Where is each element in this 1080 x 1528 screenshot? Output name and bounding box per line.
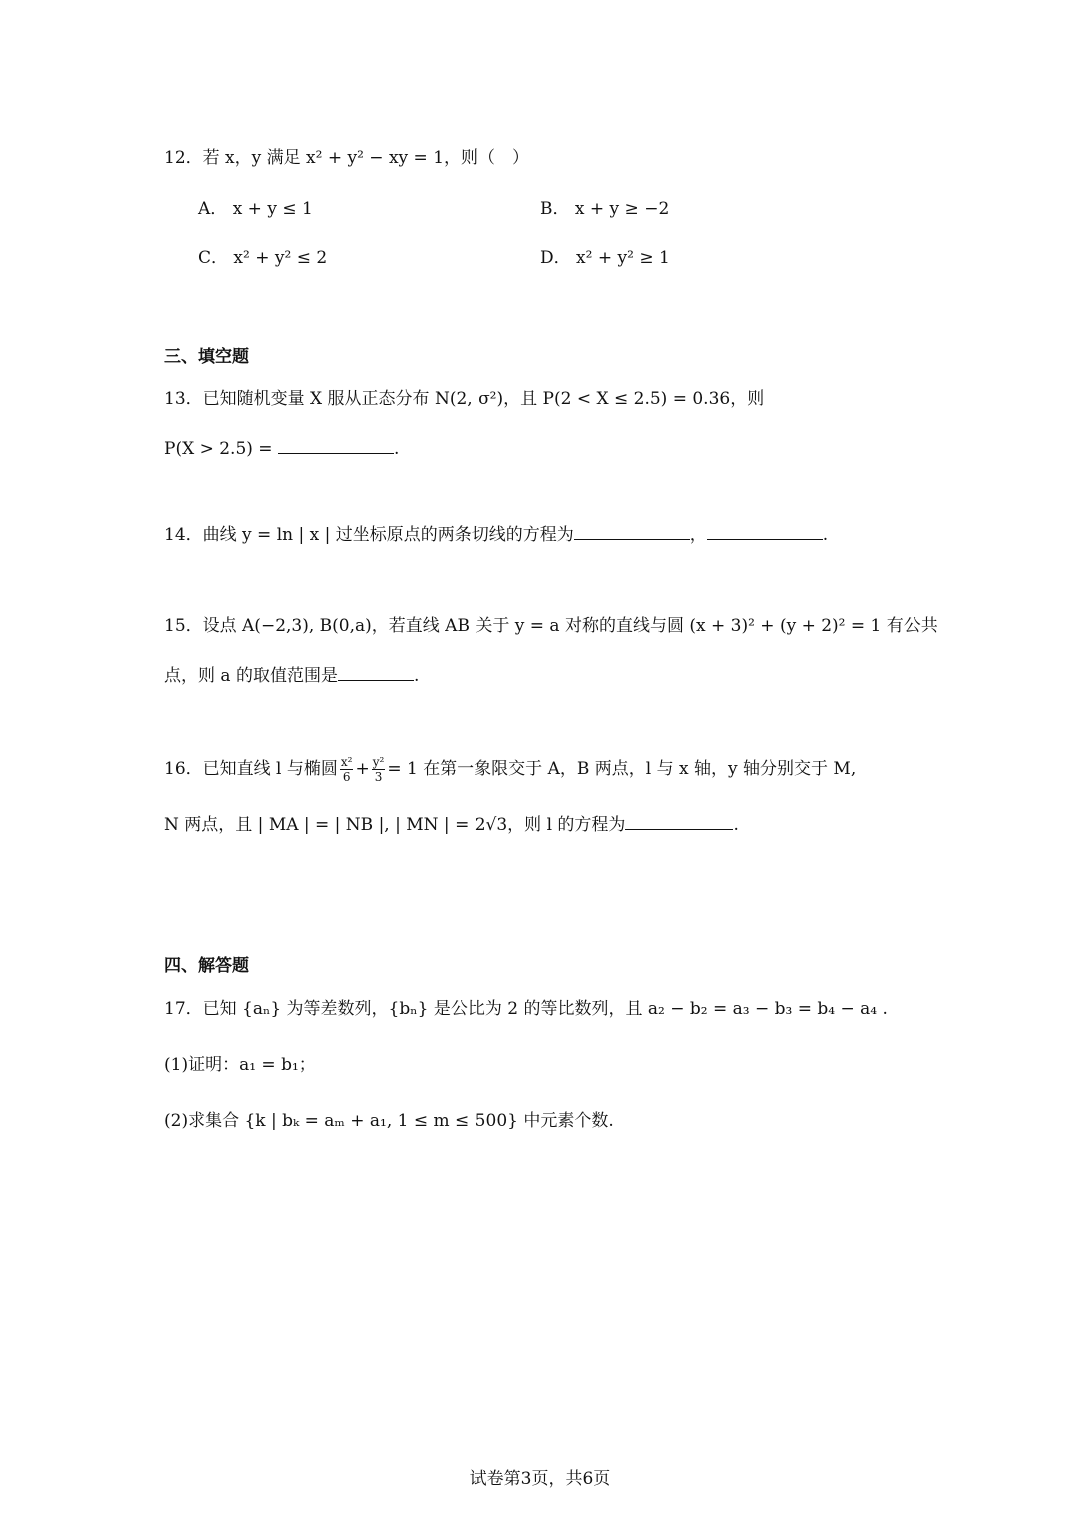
fraction-x2-over-6 xyxy=(340,755,354,784)
option-label: B． xyxy=(540,199,570,219)
answer-blank[interactable] xyxy=(278,437,394,454)
option-text: x + y ≤ 1 xyxy=(232,199,313,219)
q17-stem: 17．已知 {aₙ} 为等差数列，{bₙ} 是公比为 2 的等比数列，且 a₂ − b₂ = a₃ − b₃ = b₄ − a₄ . xyxy=(164,999,888,1019)
frac-denominator: 3 xyxy=(374,770,383,784)
q12-option-c[interactable] xyxy=(198,246,327,270)
q15-line1: 15．设点 A(−2,3), B(0,a)，若直线 AB 关于 y = a 对称的直线与圆 (x + 3)² + (y + 2)² = 1 有公共 xyxy=(164,616,938,636)
option-label: A． xyxy=(198,199,228,219)
q16-line2-prefix: N 两点，且 | MA | = | NB |, | MN | = 2√3，则 l 的方程为 xyxy=(164,815,626,835)
option-text: x + y ≥ −2 xyxy=(574,199,670,219)
q12-option-b[interactable] xyxy=(540,197,669,221)
q17-part2: (2)求集合 {k | bₖ = aₘ + a₁, 1 ≤ m ≤ 500} 中元素个数. xyxy=(164,1111,614,1131)
q14-line xyxy=(164,523,828,547)
q16-line2-suffix: . xyxy=(733,815,739,835)
q14-prefix: 14．曲线 y = ln | x | 过坐标原点的两条切线的方程为 xyxy=(164,525,574,545)
q15-line2 xyxy=(164,664,419,688)
q15-line2-suffix: . xyxy=(413,666,420,686)
q13-line2-suffix: . xyxy=(393,439,400,459)
frac-denominator: 6 xyxy=(342,770,351,784)
q16-line2 xyxy=(164,813,739,837)
answer-blank[interactable] xyxy=(707,523,823,540)
q16-line1 xyxy=(164,755,856,784)
q12-stem: 12．若 x，y 满足 x² + y² − xy = 1，则（ ） xyxy=(164,148,530,168)
section-heading-solutions: 四、解答题 xyxy=(164,956,249,976)
option-label: C． xyxy=(198,248,229,268)
option-label: D． xyxy=(540,248,571,268)
q17-part1: (1)证明：a₁ = b₁； xyxy=(164,1055,316,1075)
option-text: x² + y² ≥ 1 xyxy=(576,248,670,268)
q14-sep: ， xyxy=(689,525,707,545)
q12-option-d[interactable] xyxy=(540,246,670,270)
equals-one: = 1 xyxy=(387,759,418,779)
section-heading-fill-in: 三、填空题 xyxy=(164,347,249,367)
answer-blank[interactable] xyxy=(574,523,690,540)
frac-numerator: y² xyxy=(372,755,385,769)
q13-line1: 13．已知随机变量 X 服从正态分布 N(2, σ²)，且 P(2 < X ≤ 2.5) = 0.36，则 xyxy=(164,389,765,409)
q15-line2-prefix: 点，则 a 的取值范围是 xyxy=(164,666,338,686)
fraction-y2-over-3 xyxy=(372,755,386,784)
q13-line2-prefix: P(X > 2.5) = xyxy=(164,439,273,459)
q16-line1-prefix: 16．已知直线 l 与椭圆 xyxy=(164,759,338,779)
plus-sign: + xyxy=(355,759,370,779)
q12-option-a[interactable] xyxy=(198,197,313,221)
page-footer: 试卷第3页，共6页 xyxy=(469,1469,611,1489)
q16-line1-suffix: 在第一象限交于 A，B 两点，l 与 x 轴，y 轴分别交于 M, xyxy=(423,759,857,779)
frac-numerator: x² xyxy=(340,755,353,769)
q14-suffix: . xyxy=(822,525,829,545)
answer-blank[interactable] xyxy=(338,664,414,681)
q13-line2 xyxy=(164,437,399,461)
option-text: x² + y² ≤ 2 xyxy=(233,248,328,268)
answer-blank[interactable] xyxy=(625,813,733,830)
